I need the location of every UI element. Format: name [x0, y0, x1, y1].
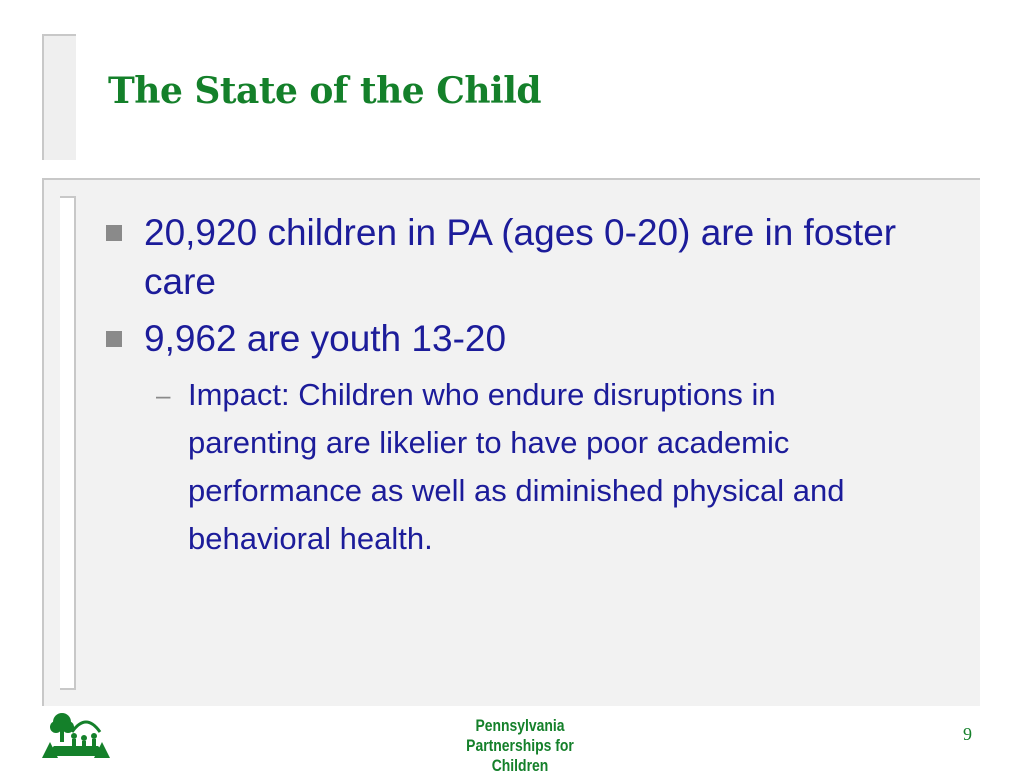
org-name-line-2: Partnerships for Children	[466, 736, 574, 775]
org-name-line-1: Pennsylvania	[475, 716, 565, 735]
square-bullet-icon	[106, 225, 122, 241]
sub-bullet-text: Impact: Children who endure disruptions in parenting are likelier to have poor academic performance as well as diminished physical and behavioral health.	[188, 377, 845, 556]
slide-title: The State of the Child	[108, 70, 542, 112]
children-logo-icon	[42, 710, 110, 760]
square-bullet-icon	[106, 331, 122, 347]
title-accent-bar	[42, 34, 76, 160]
content-accent-bar	[60, 196, 76, 690]
page-number: 9	[963, 724, 972, 744]
sub-bullet-item	[100, 371, 868, 563]
bullet-text: 20,920 children in PA (ages 0-20) are in foster care	[144, 212, 897, 302]
bullet-item	[100, 208, 960, 306]
bullet-list	[100, 208, 960, 563]
organization-name	[438, 716, 602, 776]
dash-bullet-icon: –	[156, 380, 171, 410]
bullet-text: 9,962 are youth 13-20	[144, 318, 507, 359]
bullet-item	[100, 314, 960, 363]
